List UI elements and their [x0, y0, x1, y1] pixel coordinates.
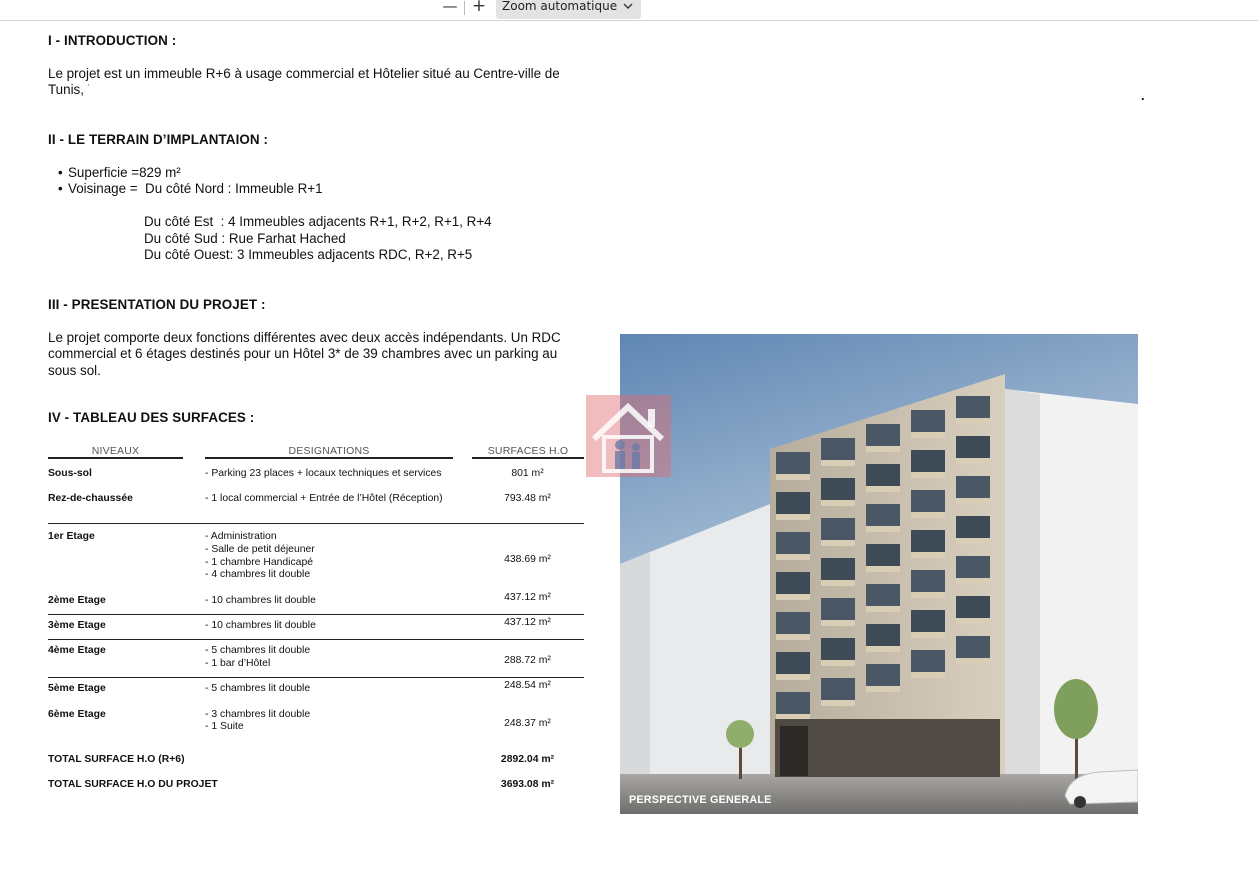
facade-balcony — [911, 432, 945, 438]
toolbar-separator — [464, 1, 465, 15]
row-niveau: 2ème Etage — [48, 595, 106, 606]
facade-balcony — [911, 632, 945, 638]
terrain-sud: Du côté Sud : Rue Farhat Hached — [144, 231, 346, 246]
row-surface: 801 m² — [511, 468, 544, 479]
table-rule — [48, 523, 584, 524]
facade-balcony — [821, 540, 855, 546]
facade-balcony — [866, 446, 900, 452]
row-designation: - 10 chambres lit double — [205, 620, 316, 631]
facade-balcony — [866, 526, 900, 532]
row-designation: - 1 bar d’Hôtel — [205, 658, 271, 669]
facade-balcony — [776, 514, 810, 520]
row-designation: - 5 chambres lit double — [205, 683, 311, 694]
section-title-terrain: II - LE TERRAIN D’IMPLANTAION : — [48, 132, 269, 147]
intro-line-1: Le projet est un immeuble R+6 à usage commercial et Hôtelier situé au Centre-ville de — [48, 66, 560, 81]
presentation-line-2: commercial et 6 étages destinés pour un Hôtel 3* de 39 chambres avec un parking au — [48, 346, 558, 361]
facade-balcony — [956, 418, 990, 424]
facade-balcony — [956, 618, 990, 624]
zoom-select[interactable] — [496, 0, 641, 19]
row-designation: - 1 chambre Handicapé — [205, 557, 314, 568]
facade-balcony — [866, 646, 900, 652]
row-designation: - 4 chambres lit double — [205, 569, 311, 580]
facade-balcony — [821, 580, 855, 586]
bullet-icon: • — [58, 181, 63, 196]
row-niveau: Sous-sol — [48, 468, 92, 479]
row-surface: 438.69 m² — [504, 554, 551, 565]
zoom-out-button[interactable]: — — [442, 0, 458, 15]
facade-balcony — [911, 552, 945, 558]
facade-balcony — [956, 658, 990, 664]
row-niveau: 6ème Etage — [48, 709, 106, 720]
bullet-icon: • — [58, 165, 63, 180]
facade-balcony — [956, 578, 990, 584]
header-underline — [472, 457, 584, 459]
table-rule — [48, 677, 584, 678]
row-surface: 288.72 m² — [504, 655, 551, 666]
pdf-toolbar — [0, 0, 1258, 21]
row-surface: 437.12 m² — [504, 592, 551, 603]
facade-balcony — [866, 566, 900, 572]
total-projet-value: 3693.08 m² — [500, 779, 555, 790]
row-niveau: 5ème Etage — [48, 683, 106, 694]
terrain-superficie: Superficie =829 m² — [68, 165, 181, 180]
presentation-line-1: Le projet comporte deux fonctions différentes avec deux accès indépendants. Un RDC — [48, 330, 561, 345]
facade-balcony — [776, 474, 810, 480]
section-title-introduction: I - INTRODUCTION : — [48, 33, 177, 48]
facade-balcony — [866, 486, 900, 492]
facade-balcony — [911, 672, 945, 678]
row-niveau: 1er Etage — [48, 531, 95, 542]
facade-balcony — [911, 472, 945, 478]
zoom-select-value: Zoom automatique — [502, 0, 618, 13]
perspective-image — [620, 334, 1138, 814]
facade-balcony — [866, 686, 900, 692]
header-underline — [48, 457, 183, 459]
table-header-surfaces: SURFACES H.O — [487, 445, 569, 457]
facade-balcony — [821, 460, 855, 466]
terrain-voisinage: Voisinage = Du côté Nord : Immeuble R+1 — [68, 181, 323, 196]
chevron-down-icon — [623, 0, 633, 13]
row-designation: - 5 chambres lit double — [205, 645, 311, 656]
table-header-designations: DESIGNATIONS — [288, 445, 370, 457]
row-designation: - 3 chambres lit double — [205, 709, 311, 720]
row-niveau: 4ème Etage — [48, 645, 106, 656]
row-designation: - Salle de petit déjeuner — [205, 544, 315, 555]
row-designation: - Administration — [205, 531, 277, 542]
terrain-ouest: Du côté Ouest: 3 Immeubles adjacents RDC, R+2, R+5 — [144, 247, 473, 262]
row-surface: 437.12 m² — [504, 617, 551, 628]
row-niveau: Rez-de-chaussée — [48, 493, 133, 504]
facade-balcony — [821, 700, 855, 706]
facade-balcony — [776, 594, 810, 600]
facade-balcony — [776, 634, 810, 640]
total-r6-label: TOTAL SURFACE H.O (R+6) — [48, 754, 185, 765]
header-underline — [205, 457, 453, 459]
table-rule — [48, 639, 584, 640]
facade-balcony — [956, 498, 990, 504]
row-designation: - Parking 23 places + locaux techniques et services — [205, 468, 442, 479]
row-surface: 248.54 m² — [504, 680, 551, 691]
watermark-house-icon — [586, 395, 671, 477]
facade-balcony — [821, 660, 855, 666]
stray-dot: . — [1141, 88, 1145, 103]
facade-balcony — [776, 674, 810, 680]
facade-balcony — [911, 592, 945, 598]
row-designation: - 1 local commercial + Entrée de l’Hôtel (Réception) — [205, 493, 443, 504]
table-header-niveaux: NIVEAUX — [91, 445, 140, 457]
row-niveau: 3ème Etage — [48, 620, 106, 631]
stray-mark: ' — [88, 84, 90, 91]
facade-balcony — [776, 554, 810, 560]
zoom-in-button[interactable]: + — [471, 0, 487, 16]
presentation-line-3: sous sol. — [48, 363, 101, 378]
total-projet-label: TOTAL SURFACE H.O DU PROJET — [48, 779, 218, 790]
table-rule — [48, 614, 584, 615]
building-illustration — [620, 334, 1138, 814]
facade-balcony — [866, 606, 900, 612]
row-surface: 248.37 m² — [504, 718, 551, 729]
row-designation: - 10 chambres lit double — [205, 595, 316, 606]
image-caption: PERSPECTIVE GENERALE — [629, 794, 772, 806]
section-title-tableau: IV - TABLEAU DES SURFACES : — [48, 410, 255, 425]
facade-balcony — [821, 620, 855, 626]
facade-balcony — [956, 538, 990, 544]
section-title-presentation: III - PRESENTATION DU PROJET : — [48, 297, 266, 312]
total-r6-value: 2892.04 m² — [500, 754, 555, 765]
terrain-est: Du côté Est : 4 Immeubles adjacents R+1, R+2, R+1, R+4 — [144, 214, 492, 229]
row-designation: - 1 Suite — [205, 721, 244, 732]
facade-balcony — [821, 500, 855, 506]
intro-line-2: Tunis, — [48, 82, 84, 97]
facade-balcony — [956, 458, 990, 464]
facade-balcony — [911, 512, 945, 518]
row-surface: 793.48 m² — [504, 493, 551, 504]
